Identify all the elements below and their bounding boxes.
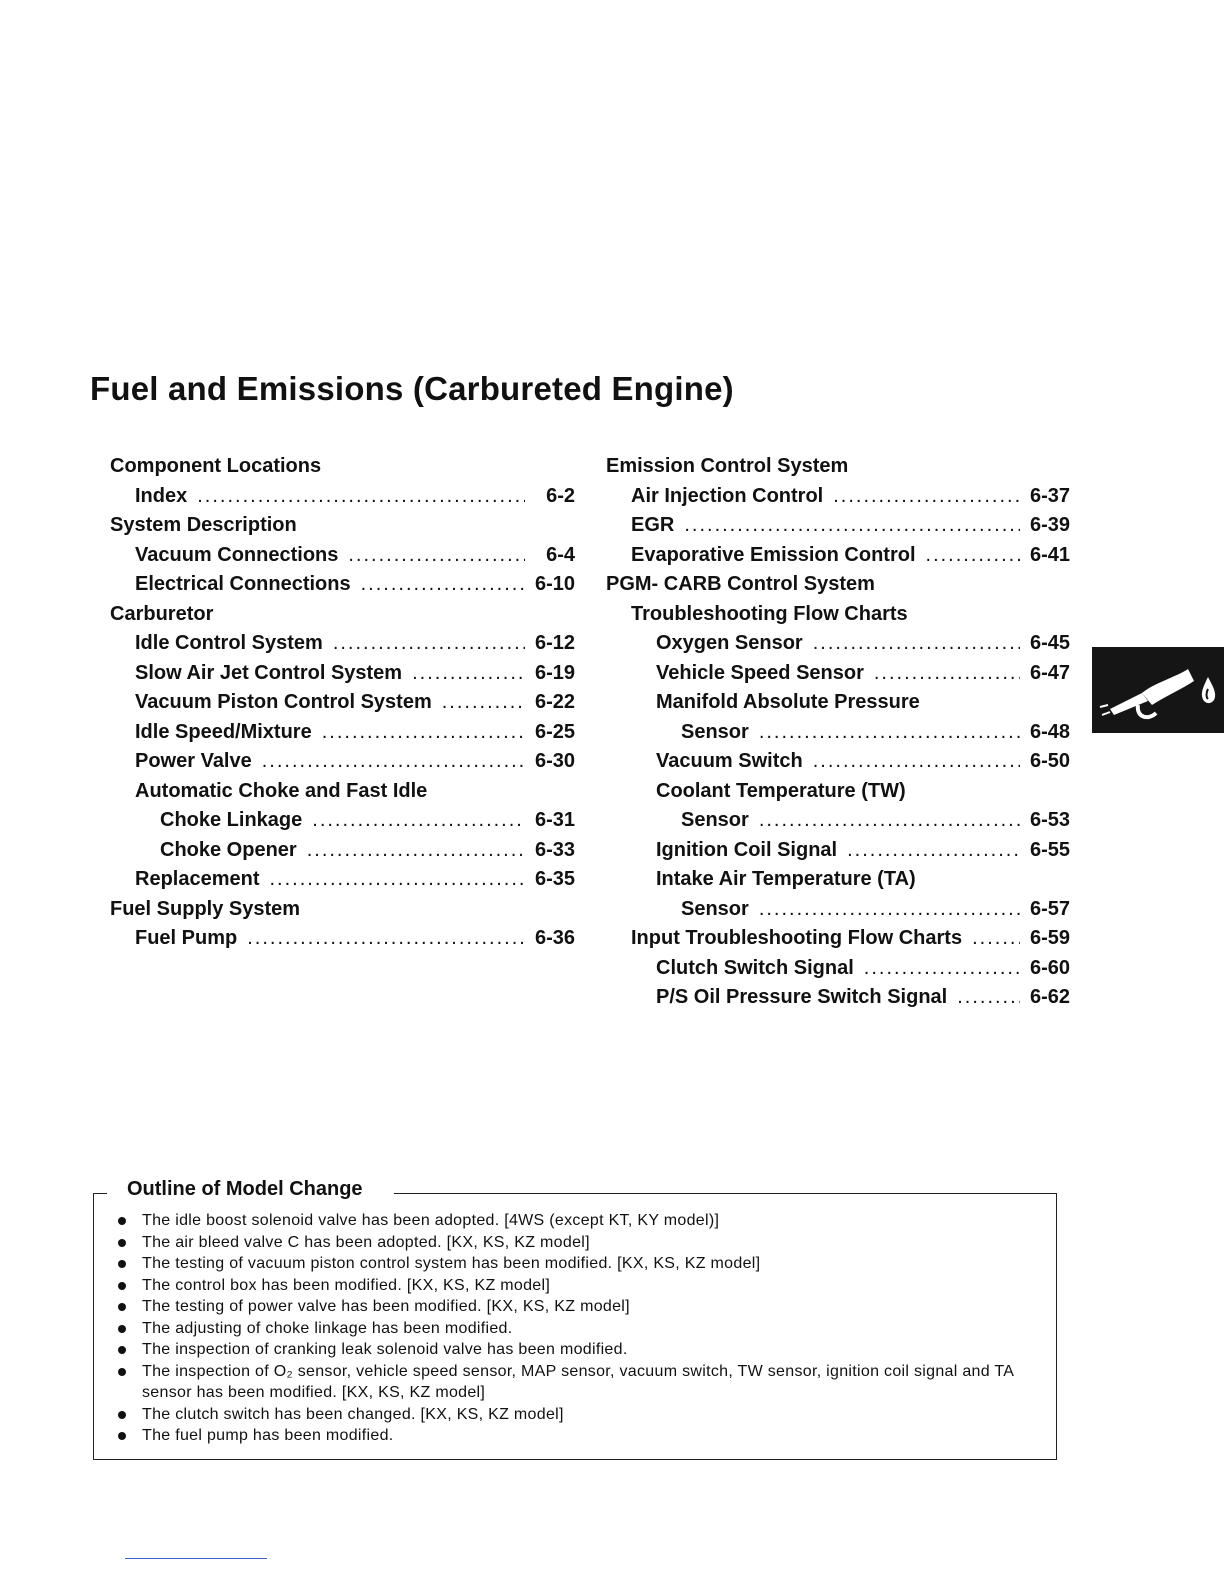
toc-leader-dots bbox=[874, 659, 1020, 689]
toc-entry-label: Automatic Choke and Fast Idle bbox=[135, 779, 428, 802]
toc-entry-label: Emission Control System bbox=[606, 455, 849, 477]
toc-entry[interactable] bbox=[110, 806, 575, 836]
toc-entry[interactable] bbox=[110, 747, 575, 777]
toc-entry[interactable] bbox=[606, 895, 1070, 925]
toc-entry[interactable] bbox=[606, 718, 1070, 748]
outline-list bbox=[118, 1210, 1038, 1447]
outline-item: The inspection of O₂ sensor, vehicle speed sensor, MAP sensor, vacuum switch, TW sensor, ignition coil signal and TA sensor has been modified. [KX, KS, KZ model] bbox=[118, 1361, 1038, 1404]
toc-entry[interactable] bbox=[606, 570, 1070, 600]
toc-leader-dots bbox=[307, 836, 525, 866]
toc-entry-page: 6-2 bbox=[546, 484, 575, 507]
outline-item: The air bleed valve C has been adopted. [KX, KS, KZ model] bbox=[118, 1232, 1038, 1254]
outline-title: Outline of Model Change bbox=[127, 1178, 367, 1201]
toc-entry-label: Vacuum Piston Control System bbox=[135, 691, 432, 713]
toc-entry[interactable] bbox=[606, 747, 1070, 777]
toc-leader-dots bbox=[864, 954, 1020, 984]
toc-entry-page: 6-62 bbox=[1029, 986, 1070, 1008]
toc-entry-page: 6-33 bbox=[534, 838, 575, 861]
page-title: Fuel and Emissions (Carbureted Engine) bbox=[90, 370, 734, 407]
toc-entry-label: Troubleshooting Flow Charts bbox=[631, 602, 908, 625]
toc-entry-label: Fuel Pump bbox=[135, 927, 238, 949]
toc-entry[interactable] bbox=[110, 718, 575, 748]
toc-entry-page: 6-45 bbox=[1029, 632, 1070, 654]
toc-entry-page: 6-31 bbox=[534, 809, 575, 831]
toc-leader-dots bbox=[957, 983, 1020, 1013]
section-tab bbox=[1092, 647, 1224, 733]
toc-right-column bbox=[606, 452, 1070, 1013]
toc-entry-page: 6-25 bbox=[534, 720, 575, 743]
toc-entry-label: System Description bbox=[110, 514, 297, 536]
toc-entry-label: Vacuum Connections bbox=[135, 543, 339, 566]
toc-leader-dots bbox=[926, 541, 1020, 571]
toc-entry-label: Ignition Coil Signal bbox=[656, 838, 838, 861]
toc-entry-page: 6-37 bbox=[1029, 484, 1070, 507]
toc-entry-label: Vacuum Switch bbox=[656, 750, 803, 772]
toc-leader-dots bbox=[247, 924, 525, 954]
toc-entry[interactable] bbox=[606, 865, 1070, 895]
footer-link-line bbox=[125, 1558, 267, 1559]
toc-leader-dots bbox=[348, 541, 525, 571]
toc-leader-dots bbox=[322, 718, 525, 748]
toc-entry[interactable] bbox=[110, 836, 575, 866]
toc-entry-label: Evaporative Emission Control bbox=[631, 543, 916, 566]
toc-entry-page: 6-30 bbox=[534, 750, 575, 772]
toc-entry-label: Sensor bbox=[681, 720, 749, 743]
outline-box-top-border bbox=[93, 1193, 107, 1194]
toc-leader-dots bbox=[197, 482, 525, 512]
toc-leader-dots bbox=[759, 806, 1020, 836]
toc-entry-label: P/S Oil Pressure Switch Signal bbox=[656, 986, 948, 1008]
toc-leader-dots bbox=[972, 924, 1020, 954]
toc-entry-label: Intake Air Temperature (TA) bbox=[656, 868, 916, 890]
toc-leader-dots bbox=[361, 570, 525, 600]
toc-entry-label: Oxygen Sensor bbox=[656, 632, 803, 654]
toc-leader-dots bbox=[270, 865, 526, 895]
toc-entry-label: PGM- CARB Control System bbox=[606, 573, 875, 595]
toc-leader-dots bbox=[759, 718, 1020, 748]
toc-entry-label: Choke Opener bbox=[160, 838, 297, 861]
fuel-nozzle-icon bbox=[1092, 647, 1224, 733]
toc-entry-page: 6-48 bbox=[1029, 720, 1070, 743]
toc-leader-dots bbox=[813, 629, 1020, 659]
toc-entry-page: 6-36 bbox=[534, 927, 575, 949]
toc-entry[interactable] bbox=[606, 659, 1070, 689]
toc-entry-page: 6-41 bbox=[1029, 543, 1070, 566]
toc-entry[interactable] bbox=[110, 688, 575, 718]
toc-entry-label: Idle Speed/Mixture bbox=[135, 720, 312, 743]
toc-entry[interactable] bbox=[606, 806, 1070, 836]
toc-entry-label: Sensor bbox=[681, 809, 749, 831]
toc-entry[interactable] bbox=[110, 482, 575, 512]
toc-entry[interactable] bbox=[606, 629, 1070, 659]
outline-item: The inspection of cranking leak solenoid valve has been modified. bbox=[118, 1339, 1038, 1361]
toc-entry[interactable] bbox=[606, 954, 1070, 984]
toc-left-column bbox=[110, 452, 575, 954]
toc-entry-label: Input Troubleshooting Flow Charts bbox=[631, 927, 963, 949]
outline-item: The control box has been modified. [KX, KS, KZ model] bbox=[118, 1275, 1038, 1297]
toc-entry[interactable] bbox=[110, 777, 575, 807]
toc-leader-dots bbox=[262, 747, 525, 777]
toc-entry[interactable] bbox=[110, 570, 575, 600]
toc-entry-label: Component Locations bbox=[110, 455, 322, 477]
toc-entry-label: Choke Linkage bbox=[160, 809, 303, 831]
outline-item: The adjusting of choke linkage has been modified. bbox=[118, 1318, 1038, 1340]
toc-entry-page: 6-59 bbox=[1029, 927, 1070, 949]
toc-entry[interactable] bbox=[110, 511, 575, 541]
toc-entry[interactable] bbox=[606, 600, 1070, 630]
toc-entry[interactable] bbox=[110, 541, 575, 571]
toc-entry[interactable] bbox=[110, 895, 575, 925]
toc-entry-page: 6-22 bbox=[534, 691, 575, 713]
toc-entry-label: Slow Air Jet Control System bbox=[135, 661, 403, 684]
outline-box-top-border bbox=[394, 1193, 1056, 1194]
toc-entry-page: 6-60 bbox=[1029, 956, 1070, 979]
toc-entry[interactable] bbox=[606, 688, 1070, 718]
toc-entry-label: Power Valve bbox=[135, 750, 252, 772]
toc-entry-page: 6-35 bbox=[534, 868, 575, 890]
toc-entry-label: Air Injection Control bbox=[631, 484, 824, 507]
toc-entry-label: Carburetor bbox=[110, 602, 214, 625]
toc-leader-dots bbox=[847, 836, 1020, 866]
toc-entry-label: Manifold Absolute Pressure bbox=[656, 691, 920, 713]
toc-entry[interactable] bbox=[110, 452, 575, 482]
toc-leader-dots bbox=[442, 688, 525, 718]
toc-entry-label: Fuel Supply System bbox=[110, 897, 301, 920]
toc-entry-page: 6-50 bbox=[1029, 750, 1070, 772]
toc-entry[interactable] bbox=[110, 629, 575, 659]
toc-entry[interactable] bbox=[110, 865, 575, 895]
toc-entry[interactable] bbox=[606, 452, 1070, 482]
toc-entry-page: 6-57 bbox=[1029, 897, 1070, 920]
toc-entry-label: Replacement bbox=[135, 868, 260, 890]
toc-entry[interactable] bbox=[110, 924, 575, 954]
outline-item: The testing of power valve has been modified. [KX, KS, KZ model] bbox=[118, 1296, 1038, 1318]
toc-entry[interactable] bbox=[606, 836, 1070, 866]
toc-entry-page: 6-47 bbox=[1029, 661, 1070, 684]
toc-leader-dots bbox=[813, 747, 1020, 777]
toc-entry-page: 6-39 bbox=[1029, 514, 1070, 536]
toc-entry-label: Clutch Switch Signal bbox=[656, 956, 854, 979]
toc-entry[interactable] bbox=[606, 541, 1070, 571]
toc-leader-dots bbox=[684, 511, 1020, 541]
outline-item: The fuel pump has been modified. bbox=[118, 1425, 1038, 1447]
toc-entry-label: EGR bbox=[631, 514, 675, 536]
toc-entry-label: Idle Control System bbox=[135, 632, 323, 654]
toc-entry[interactable] bbox=[606, 777, 1070, 807]
toc-leader-dots bbox=[833, 482, 1020, 512]
outline-item: The idle boost solenoid valve has been adopted. [4WS (except KT, KY model)] bbox=[118, 1210, 1038, 1232]
toc-entry-label: Electrical Connections bbox=[135, 573, 351, 595]
toc-entry[interactable] bbox=[110, 659, 575, 689]
toc-entry-label: Sensor bbox=[681, 897, 749, 920]
toc-entry[interactable] bbox=[606, 482, 1070, 512]
toc-entry[interactable] bbox=[110, 600, 575, 630]
outline-item: The clutch switch has been changed. [KX, KS, KZ model] bbox=[118, 1404, 1038, 1426]
toc-entry-page: 6-19 bbox=[534, 661, 575, 684]
outline-item: The testing of vacuum piston control system has been modified. [KX, KS, KZ model] bbox=[118, 1253, 1038, 1275]
toc-leader-dots bbox=[333, 629, 525, 659]
toc-entry-label: Index bbox=[135, 484, 188, 507]
toc-leader-dots bbox=[312, 806, 525, 836]
toc-entry[interactable] bbox=[606, 511, 1070, 541]
toc-entry-page: 6-12 bbox=[534, 632, 575, 654]
toc-leader-dots bbox=[759, 895, 1020, 925]
toc-entry-label: Vehicle Speed Sensor bbox=[656, 661, 864, 684]
toc-entry-page: 6-55 bbox=[1029, 838, 1070, 861]
toc-entry[interactable] bbox=[606, 924, 1070, 954]
toc-entry-page: 6-4 bbox=[546, 543, 575, 566]
toc-entry-page: 6-10 bbox=[534, 573, 575, 595]
toc-entry-page: 6-53 bbox=[1029, 809, 1070, 831]
toc-entry-label: Coolant Temperature (TW) bbox=[656, 779, 906, 802]
toc-entry[interactable] bbox=[606, 983, 1070, 1013]
toc-leader-dots bbox=[412, 659, 525, 689]
